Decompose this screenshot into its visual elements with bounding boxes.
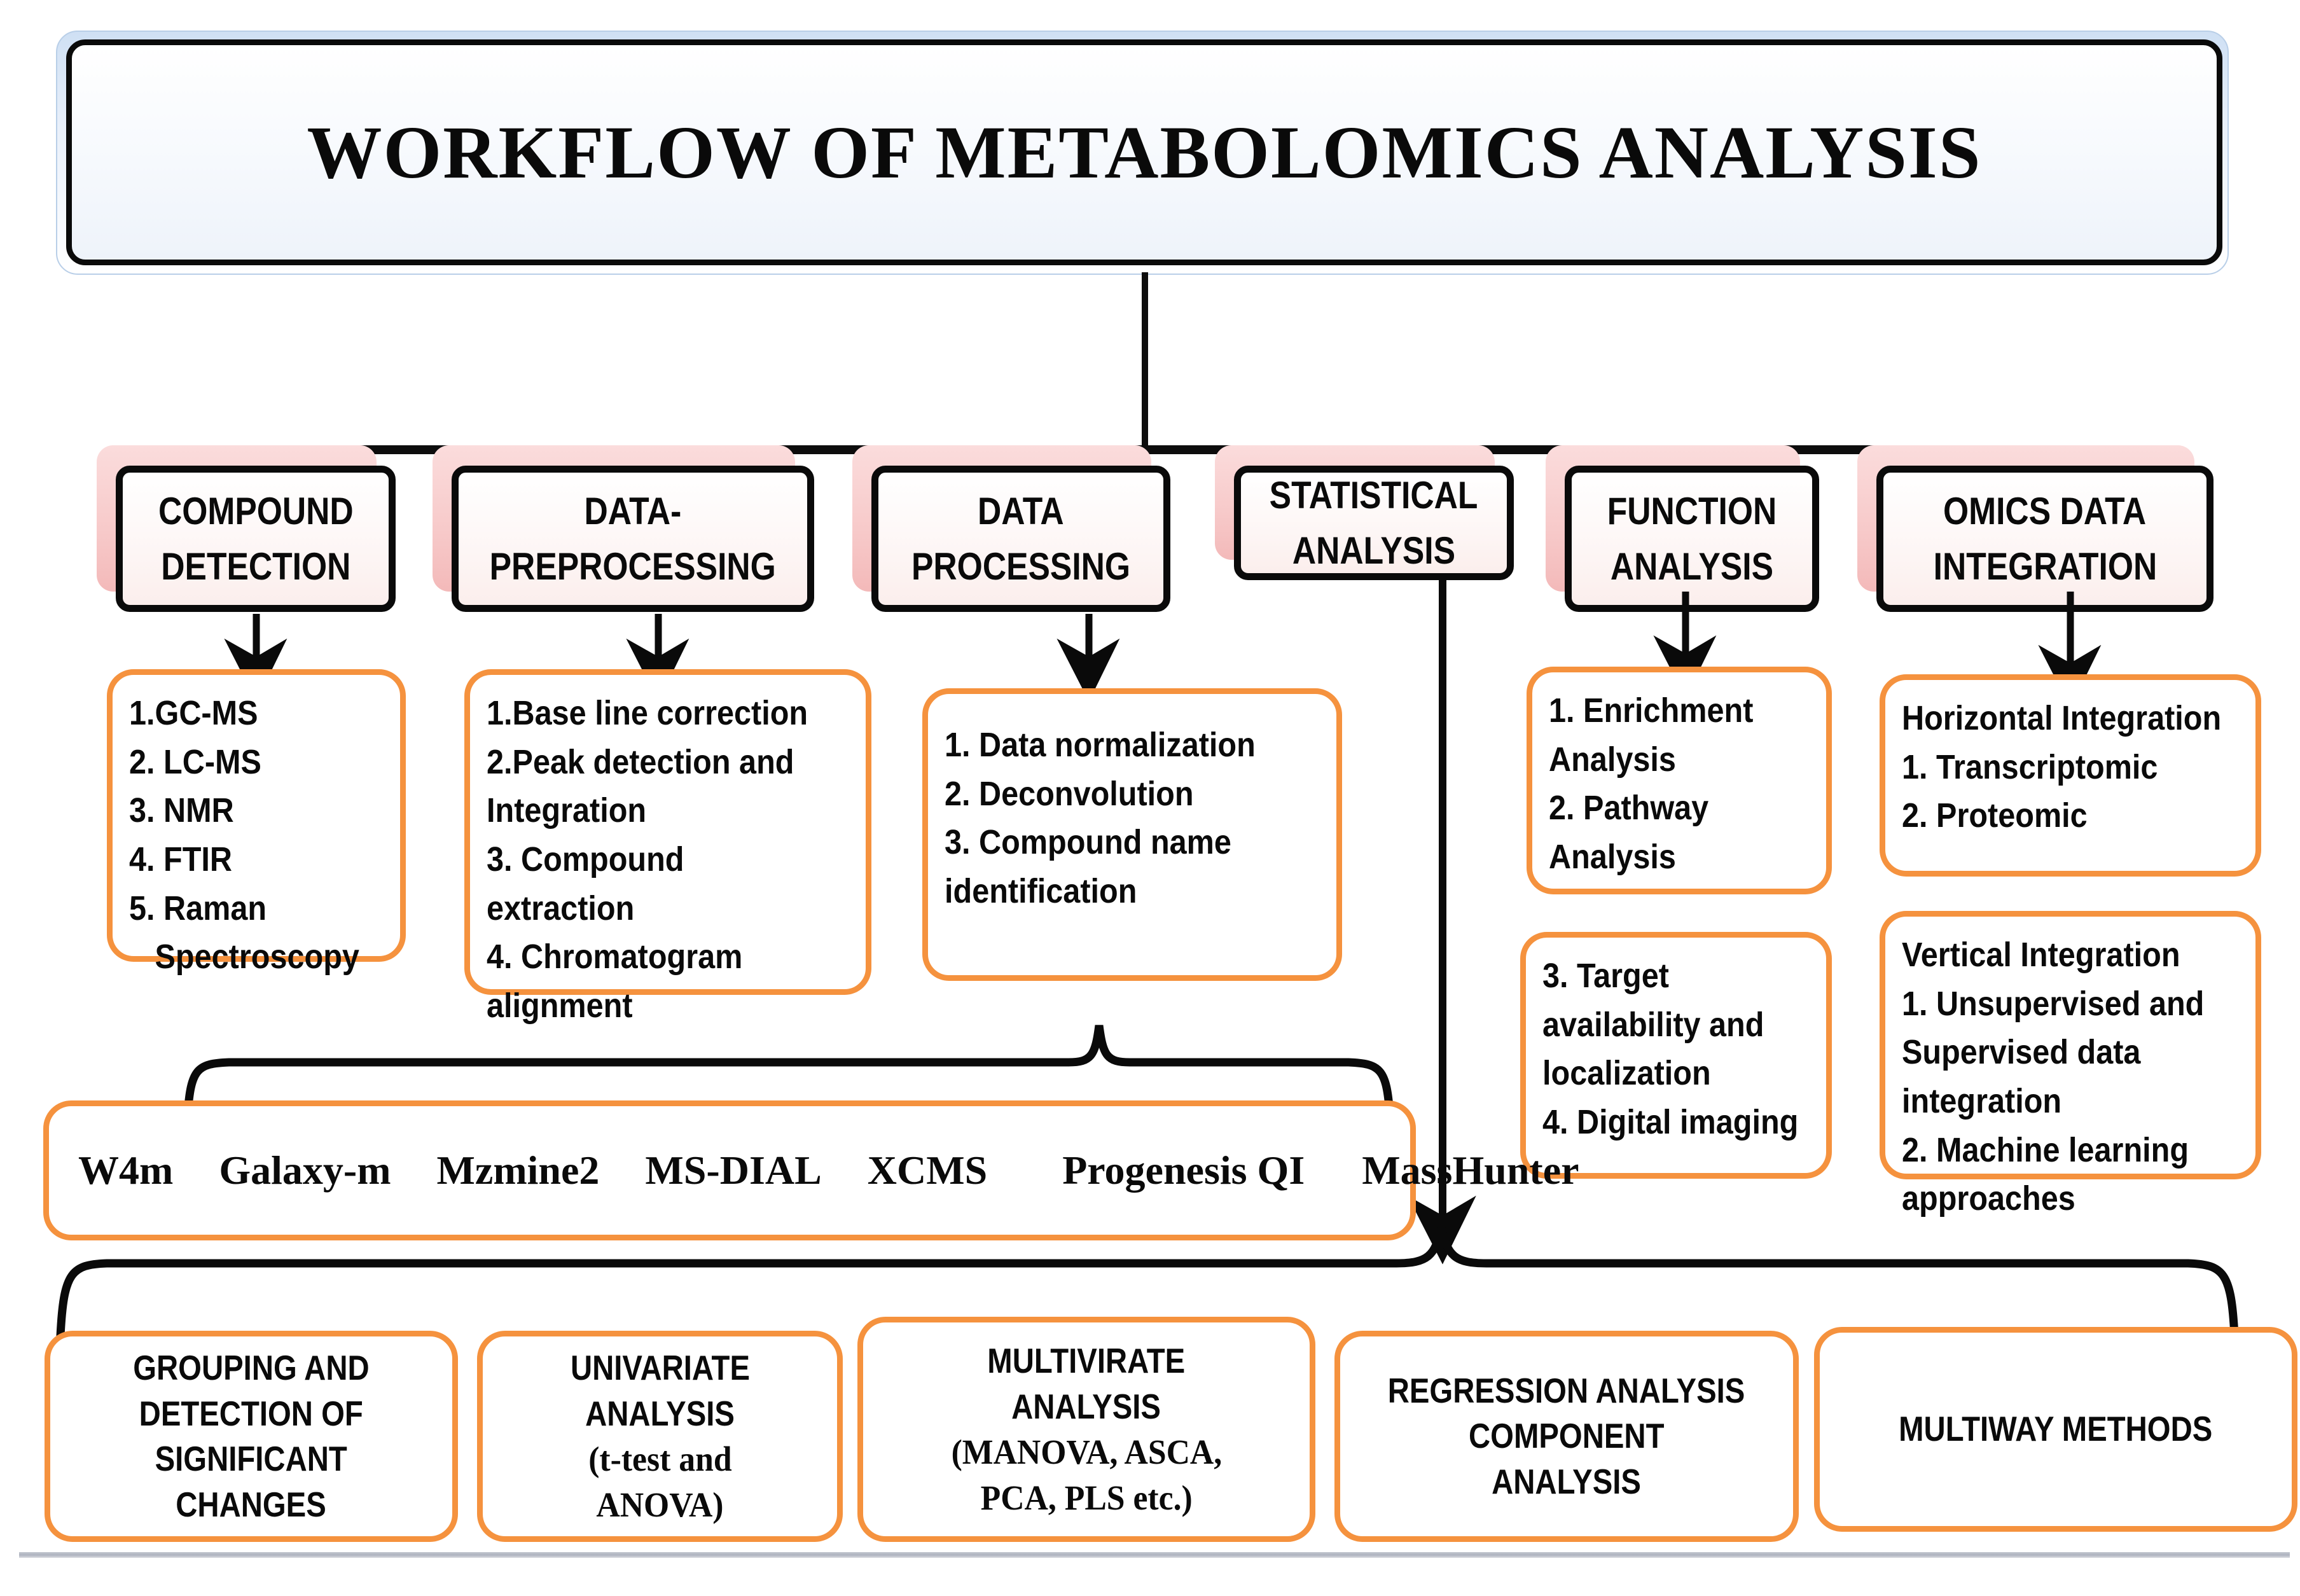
detail-box-omics-horizontal-integration[interactable] <box>1880 674 2261 877</box>
detail-line: 3. Compound <box>487 840 684 879</box>
category-box-data-processing[interactable] <box>852 445 1151 592</box>
tool-item[interactable]: XCMS <box>867 1148 988 1193</box>
detail-line: Supervised data <box>1902 1033 2141 1072</box>
category-box-function-analysis[interactable] <box>1546 445 1800 592</box>
detail-line: 1. Data normalization <box>945 726 1256 764</box>
category-label-line2: PREPROCESSING <box>489 545 777 588</box>
detail-line: 3. Target <box>1542 957 1669 995</box>
bottom-box-line: DETECTION OF <box>139 1393 364 1433</box>
category-label-line2: DETECTION <box>160 545 351 588</box>
detail-line: Analysis <box>1549 740 1676 779</box>
tool-item[interactable]: Progenesis QI <box>1062 1148 1305 1193</box>
detail-line: Integration <box>487 791 647 830</box>
tool-item[interactable]: MS-DIAL <box>645 1148 822 1193</box>
detail-line: Spectroscopy <box>129 938 359 976</box>
bottom-box-line: ANOVA) <box>596 1485 724 1524</box>
bottom-box-line: (t-test and <box>588 1440 732 1478</box>
category-label-line1: DATA- <box>584 490 682 532</box>
detail-line: approaches <box>1902 1179 2075 1218</box>
category-box-compound-detection[interactable] <box>97 445 377 592</box>
detail-line: 2.Peak detection and <box>487 742 794 781</box>
detail-line: 2. Pathway <box>1549 789 1709 828</box>
tool-item[interactable]: Galaxy-m <box>219 1148 391 1193</box>
detail-line: 1. Enrichment <box>1549 691 1754 730</box>
detail-line: identification <box>945 872 1137 911</box>
page-title: WORKFLOW OF METABOLOMICS ANALYSIS <box>307 110 1982 194</box>
category-label-line1: FUNCTION <box>1607 490 1777 532</box>
bottom-box-line: GROUPING AND <box>133 1348 370 1387</box>
tool-item[interactable]: W4m <box>78 1148 174 1193</box>
tool-item[interactable]: MassHunter <box>1362 1148 1579 1193</box>
detail-line: 2. LC-MS <box>129 742 261 781</box>
category-box-face <box>116 466 396 612</box>
category-box-face <box>1876 466 2213 612</box>
bottom-box-grouping-detection[interactable] <box>45 1331 458 1542</box>
detail-line: 4. Digital imaging <box>1542 1103 1799 1142</box>
detail-line: localization <box>1542 1054 1711 1093</box>
bottom-box-line: PCA, PLS etc.) <box>980 1478 1193 1517</box>
bottom-box-line: ANALYSIS <box>1011 1386 1161 1426</box>
category-label-line2: ANALYSIS <box>1292 529 1456 572</box>
title-banner <box>66 39 2222 265</box>
category-box-face <box>1565 466 1819 612</box>
detail-line: 2. Machine learning <box>1902 1130 2189 1169</box>
category-label-line1: COMPOUND <box>158 490 354 532</box>
bottom-box-line: CHANGES <box>176 1484 327 1524</box>
detail-line: availability and <box>1542 1005 1764 1044</box>
detail-line: 4. FTIR <box>129 840 233 879</box>
category-box-data-preprocessing[interactable] <box>433 445 795 592</box>
category-label-line1: STATISTICAL <box>1270 474 1478 517</box>
bottom-box-multiway-methods[interactable] <box>1814 1327 2297 1532</box>
bottom-box-univariate-analysis[interactable] <box>477 1331 843 1542</box>
bottom-box-line: MULTIVIRATE <box>987 1341 1186 1380</box>
detail-line: 2. Deconvolution <box>945 774 1194 813</box>
detail-line: Analysis <box>1549 838 1676 877</box>
detail-line: Vertical Integration <box>1902 936 2180 974</box>
trunk-vertical-connector <box>1142 272 1148 450</box>
category-box-statistical-analysis[interactable] <box>1215 445 1495 572</box>
bottom-box-line: REGRESSION ANALYSIS <box>1388 1370 1745 1410</box>
detail-box-omics-vertical-integration[interactable] <box>1880 911 2261 1218</box>
detail-line: alignment <box>487 987 633 1025</box>
detail-line: 5. Raman <box>129 889 267 927</box>
category-label-line1: OMICS DATA <box>1943 490 2147 532</box>
bottom-box-multivariate-analysis[interactable] <box>857 1317 1315 1542</box>
detail-line: 2. Proteomic <box>1902 796 2088 835</box>
tools-bar[interactable] <box>43 1100 1579 1240</box>
detail-line: integration <box>1902 1082 2062 1121</box>
bottom-box-line: MULTIWAY METHODS <box>1899 1409 2213 1449</box>
detail-box-function-analysis-bottom[interactable] <box>1520 932 1832 1179</box>
detail-line: extraction <box>487 889 635 927</box>
bottom-box-line: ANALYSIS <box>585 1393 735 1433</box>
footer-divider <box>19 1552 2290 1558</box>
category-label-line2: PROCESSING <box>911 545 1131 588</box>
detail-box-data-preprocessing[interactable] <box>464 669 871 1025</box>
detail-box-data-processing[interactable] <box>922 688 1342 981</box>
bottom-box-line: SIGNIFICANT <box>155 1439 348 1478</box>
detail-box-compound-detection[interactable] <box>107 669 406 976</box>
detail-line: Horizontal Integration <box>1902 699 2222 737</box>
detail-line: 4. Chromatogram <box>487 938 743 976</box>
detail-line: 3. Compound name <box>945 823 1231 862</box>
category-box-face <box>452 466 814 612</box>
tool-item[interactable]: Mzmine2 <box>436 1148 600 1193</box>
bottom-box-line: (MANOVA, ASCA, <box>951 1433 1222 1471</box>
detail-line: 1.Base line correction <box>487 694 808 732</box>
category-label-line1: DATA <box>978 490 1064 532</box>
detail-box-function-analysis-top[interactable] <box>1527 667 1832 894</box>
bottom-box-line: ANALYSIS <box>1492 1461 1642 1501</box>
bottom-box-line: UNIVARIATE <box>570 1348 750 1387</box>
category-label-line2: ANALYSIS <box>1610 545 1774 588</box>
bottom-box-line: COMPONENT <box>1469 1416 1665 1456</box>
category-box-omics-data-integration[interactable] <box>1857 445 2194 592</box>
detail-line: 1. Unsupervised and <box>1902 984 2205 1023</box>
category-box-face <box>1234 466 1514 580</box>
category-box-face <box>871 466 1170 612</box>
detail-line: 1.GC-MS <box>129 694 258 732</box>
detail-line: 3. NMR <box>129 791 234 830</box>
bottom-box-regression-component-analysis[interactable] <box>1334 1331 1799 1542</box>
category-label-line2: INTEGRATION <box>1933 545 2157 588</box>
detail-line: 1. Transcriptomic <box>1902 747 2158 786</box>
